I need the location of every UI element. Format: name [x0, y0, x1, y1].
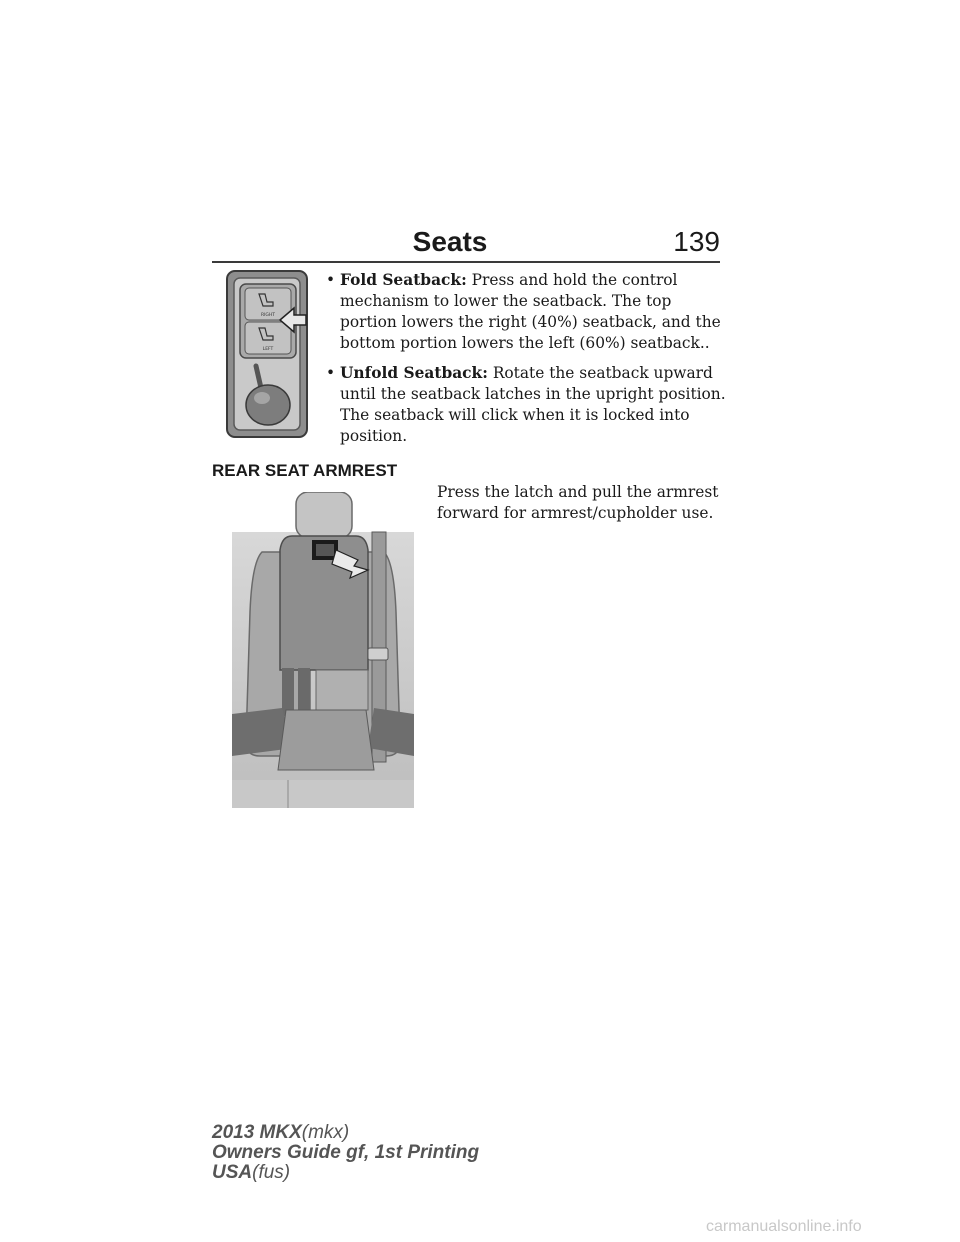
bullet-glyph: •	[326, 271, 336, 289]
bullet-glyph: •	[326, 364, 336, 382]
switch-label-right: RIGHT	[260, 313, 276, 318]
page-footer	[212, 1123, 479, 1183]
site-watermark: carmanualsonline.info	[706, 1218, 862, 1235]
list-item	[326, 363, 726, 447]
page-section-title: Seats	[412, 226, 488, 257]
header-divider	[212, 261, 720, 263]
footer-line-market: USA(fus)	[212, 1162, 291, 1183]
armrest-instructions: Press the latch and pull the armrest forward for armrest/cupholder use.	[437, 483, 719, 522]
switch-label-left: LEFT	[262, 347, 274, 352]
list-item	[326, 270, 726, 354]
fold-seatback-term: Fold Seatback:	[340, 271, 467, 289]
unfold-seatback-text: Rotate the seatback upward until the seatback latches in the upright position. The seatback will click when it is locked into position.	[340, 364, 726, 445]
footer-line-model: 2013 MKX(mkx)	[212, 1122, 350, 1143]
fold-seatback-text: Press and hold the control mechanism to lower the seatback. The top portion lowers the right (40%) seatback, and the bottom portion lowers the left (60%) seatback..	[340, 271, 721, 352]
unfold-seatback-term: Unfold Seatback:	[340, 364, 488, 382]
fold-instructions-list	[326, 270, 726, 456]
rear-seat-armrest-illustration	[232, 492, 414, 808]
seatback-switch-illustration	[226, 270, 308, 438]
section-heading: REAR SEAT ARMREST	[212, 461, 398, 480]
footer-line-edition: Owners Guide gf, 1st Printing	[212, 1142, 480, 1163]
page-number: 139	[673, 226, 720, 257]
